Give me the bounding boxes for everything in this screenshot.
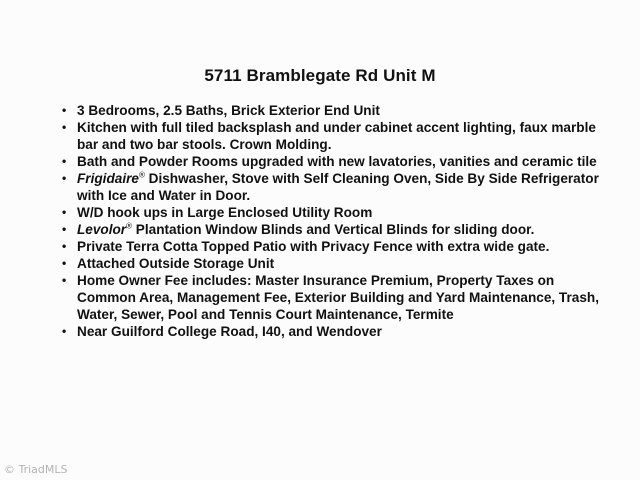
list-item xyxy=(62,153,602,170)
feature-text: Home Owner Fee includes: Master Insurance Premium, Property Taxes on Common Area, Management Fee, Exterior Building and Yard Maintenance, Trash, Water, Sewer, Pool and Tennis Court Maintenance, Termite xyxy=(77,273,599,322)
feature-text: Near Guilford College Road, I40, and Wendover xyxy=(77,324,382,339)
watermark: © TriadMLS xyxy=(4,463,68,476)
feature-text: Kitchen with full tiled backsplash and under cabinet accent lighting, faux marble bar and two bar stools. Crown Molding. xyxy=(77,120,596,152)
brand-name: Frigidaire xyxy=(77,171,139,186)
feature-text: Plantation Window Blinds and Vertical Blinds for sliding door. xyxy=(132,222,535,237)
list-item xyxy=(62,255,602,272)
registered-mark: ® xyxy=(126,221,133,231)
feature-text: Attached Outside Storage Unit xyxy=(77,256,275,271)
list-item xyxy=(62,204,602,221)
list-item xyxy=(62,170,602,204)
feature-list xyxy=(62,102,602,340)
feature-text: 3 Bedrooms, 2.5 Baths, Brick Exterior End Unit xyxy=(77,103,380,118)
feature-text: Private Terra Cotta Topped Patio with Privacy Fence with extra wide gate. xyxy=(77,239,550,254)
list-item xyxy=(62,272,602,323)
list-item xyxy=(62,102,602,119)
feature-text: Bath and Powder Rooms upgraded with new lavatories, vanities and ceramic tile xyxy=(77,154,597,169)
registered-mark: ® xyxy=(138,170,145,180)
list-item xyxy=(62,238,602,255)
feature-text: W/D hook ups in Large Enclosed Utility Room xyxy=(77,205,373,220)
page-title: 5711 Bramblegate Rd Unit M xyxy=(204,66,436,85)
brand-name: Levolor xyxy=(77,222,127,237)
list-item xyxy=(62,323,602,340)
feature-text: Dishwasher, Stove with Self Cleaning Oven, Side By Side Refrigerator with Ice and Water in Door. xyxy=(77,171,599,203)
list-item xyxy=(62,221,602,238)
list-item xyxy=(62,119,602,153)
